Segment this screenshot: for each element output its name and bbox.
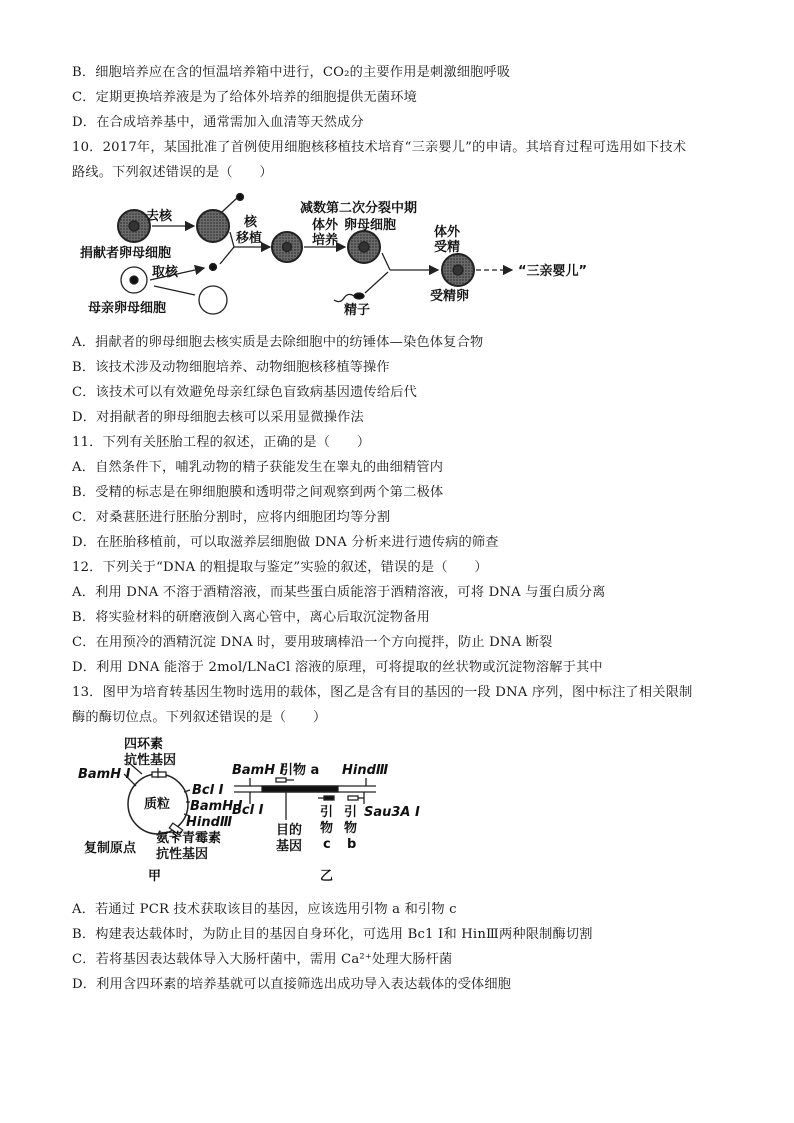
target-gene-segment xyxy=(262,786,338,792)
label-culture-1: 体外 xyxy=(312,218,339,233)
q12-option-b: B．将实验材料的研磨液倒入离心管中，离心后取沉淀物备用 xyxy=(72,610,430,625)
q12-stem: 12．下列关于“DNA 的粗提取与鉴定”实验的叙述，错误的是（ ） xyxy=(72,560,488,575)
zygote xyxy=(442,254,474,286)
label-donor: 捐献者卵母细胞 xyxy=(80,246,172,261)
label-yi: 乙 xyxy=(320,869,334,884)
label-zygote: 受精卵 xyxy=(430,289,470,304)
label-transfer-1: 核 xyxy=(244,215,258,230)
label-tet-1: 四环素 xyxy=(124,737,164,752)
mother-oocyte xyxy=(121,267,147,293)
label-amp-1: 氨苄青霉素 xyxy=(156,831,222,846)
label-hindiii-b: HindⅢ xyxy=(342,763,389,778)
label-primer-b-3: b xyxy=(347,837,357,852)
q10-figure xyxy=(72,192,632,322)
label-sperm: 精子 xyxy=(344,303,371,318)
q13-option-d: D．利用含四环素的培养基就可以直接筛选出成功导入表达载体的受体细胞 xyxy=(72,977,512,992)
label-baby: “三亲婴儿” xyxy=(518,264,588,279)
q13-stem-line-2: 酶的酶切位点。下列叙述错误的是（ ） xyxy=(72,710,327,725)
q9-option-c: C．定期更换培养液是为了给体外培养的细胞提供无菌环境 xyxy=(72,90,417,105)
enucleated-oocyte xyxy=(197,210,229,242)
tet-gene-marker xyxy=(152,772,166,777)
q9-option-d: D．在合成培养基中，通常需加入血清等天然成分 xyxy=(72,115,364,130)
label-primer-a: 引物 a xyxy=(280,763,320,778)
q11-option-d: D．在胚胎移植前，可以取滋养层细胞做 DNA 分析来进行遗传病的筛查 xyxy=(72,535,499,550)
q10-option-c: C．该技术可以有效避免母亲红绿色盲致病基因遗传给后代 xyxy=(72,385,417,400)
primer-a-marker xyxy=(276,778,286,782)
q10-stem-line-1: 10．2017年，某国批准了首例使用细胞核移植技术培育“三亲婴儿”的申请。其培育过程可选用如下技术 xyxy=(72,140,687,155)
label-primer-b-2: 物 xyxy=(344,821,358,836)
reconstructed-cell xyxy=(272,232,302,262)
q10-option-d: D．对捐献者的卵母细胞去核可以采用显微操作法 xyxy=(72,410,364,425)
mii-oocyte xyxy=(348,231,380,263)
q13-option-b: B．构建表达载体时，为防止目的基因自身环化，可选用 Bc1 Ⅰ和 HinⅢ两种限制酶切割 xyxy=(72,927,593,942)
q9-option-b: B．细胞培养应在含的恒温培养箱中进行，CO₂的主要作用是刺激细胞呼吸 xyxy=(72,65,511,80)
q11-stem: 11．下列有关胚胎工程的叙述，正确的是（ ） xyxy=(72,435,371,450)
label-target-2: 基因 xyxy=(276,839,303,854)
label-tet-2: 抗性基因 xyxy=(124,753,177,768)
q13-option-c: C．若将基因表达载体导入大肠杆菌中，需用 Ca²⁺处理大肠杆菌 xyxy=(72,952,453,967)
label-primer-b-1: 引 xyxy=(344,805,358,820)
label-stage: 减数第二次分裂中期 xyxy=(300,201,418,216)
label-bamhi-b: BamH Ⅰ xyxy=(190,799,243,814)
label-hindiii-a: HindⅢ xyxy=(186,815,233,830)
mother-enucleated xyxy=(199,286,227,314)
label-fert-1: 体外 xyxy=(434,225,461,240)
label-oocyte: 卵母细胞 xyxy=(344,218,397,233)
label-primer-c-3: c xyxy=(323,837,331,852)
q11-option-c: C．对桑葚胚进行胚胎分割时，应将内细胞团均等分割 xyxy=(72,510,391,525)
label-amp-2: 抗性基因 xyxy=(156,847,209,862)
q12-option-a: A．利用 DNA 不溶于酒精溶液，而某些蛋白质能溶于酒精溶液，可将 DNA 与蛋白质分离 xyxy=(72,585,606,600)
label-mother: 母亲卵母细胞 xyxy=(88,301,167,316)
q12-option-c: C．在用预冷的酒精沉淀 DNA 时，要用玻璃棒沿一个方向搅拌，防止 DNA 断裂 xyxy=(72,635,553,650)
q10-option-a: A．捐献者的卵母细胞去核实质是去除细胞中的纺锤体—染色体复合物 xyxy=(72,335,484,350)
label-enucleate: 去核 xyxy=(146,209,173,224)
label-culture-2: 培养 xyxy=(312,233,339,248)
q12-option-d: D．利用 DNA 能溶于 2mol/LNaCl 溶液的原理，可将提取的丝状物或沉淀物溶解于其中 xyxy=(72,660,603,675)
label-sau3ai: Sau3A Ⅰ xyxy=(364,805,420,820)
removed-nucleus xyxy=(237,194,244,201)
mother-nucleus xyxy=(210,264,217,271)
q13-option-a: A．若通过 PCR 技术获取该目的基因，应该选用引物 a 和引物 c xyxy=(72,902,457,917)
label-jia: 甲 xyxy=(148,869,162,884)
label-bcli-b: Bcl Ⅰ xyxy=(232,803,264,818)
label-bamhi-c: BamH Ⅰ xyxy=(232,763,285,778)
q11-option-b: B．受精的标志是在卵细胞膜和透明带之间观察到两个第二极体 xyxy=(72,485,444,500)
label-take-nucleus: 取核 xyxy=(152,265,179,280)
q10-option-b: B．该技术涉及动物细胞培养、动物细胞核移植等操作 xyxy=(72,360,390,375)
sperm xyxy=(334,293,364,302)
label-bcli: Bcl Ⅰ xyxy=(192,783,224,798)
q13-figure xyxy=(72,734,432,894)
primer-b-marker xyxy=(348,796,358,800)
q13-stem-line-1: 13．图甲为培育转基因生物时选用的载体，图乙是含有目的基因的一段 DNA 序列，图中标注了相关限制 xyxy=(72,685,693,700)
primer-c-marker xyxy=(324,796,334,800)
q10-stem-line-2: 路线。下列叙述错误的是（ ） xyxy=(72,165,273,180)
label-fert-2: 受精 xyxy=(434,240,461,255)
q11-option-a: A．自然条件下，哺乳动物的精子获能发生在睾丸的曲细精管内 xyxy=(72,460,444,475)
label-bamhi-a: BamH Ⅰ xyxy=(78,767,131,782)
label-plasmid: 质粒 xyxy=(144,797,171,812)
label-ori: 复制原点 xyxy=(84,841,137,856)
label-primer-c-2: 物 xyxy=(320,821,334,836)
label-transfer-2: 移植 xyxy=(236,231,263,246)
label-target-1: 目的 xyxy=(276,823,303,838)
label-primer-c-1: 引 xyxy=(320,805,334,820)
